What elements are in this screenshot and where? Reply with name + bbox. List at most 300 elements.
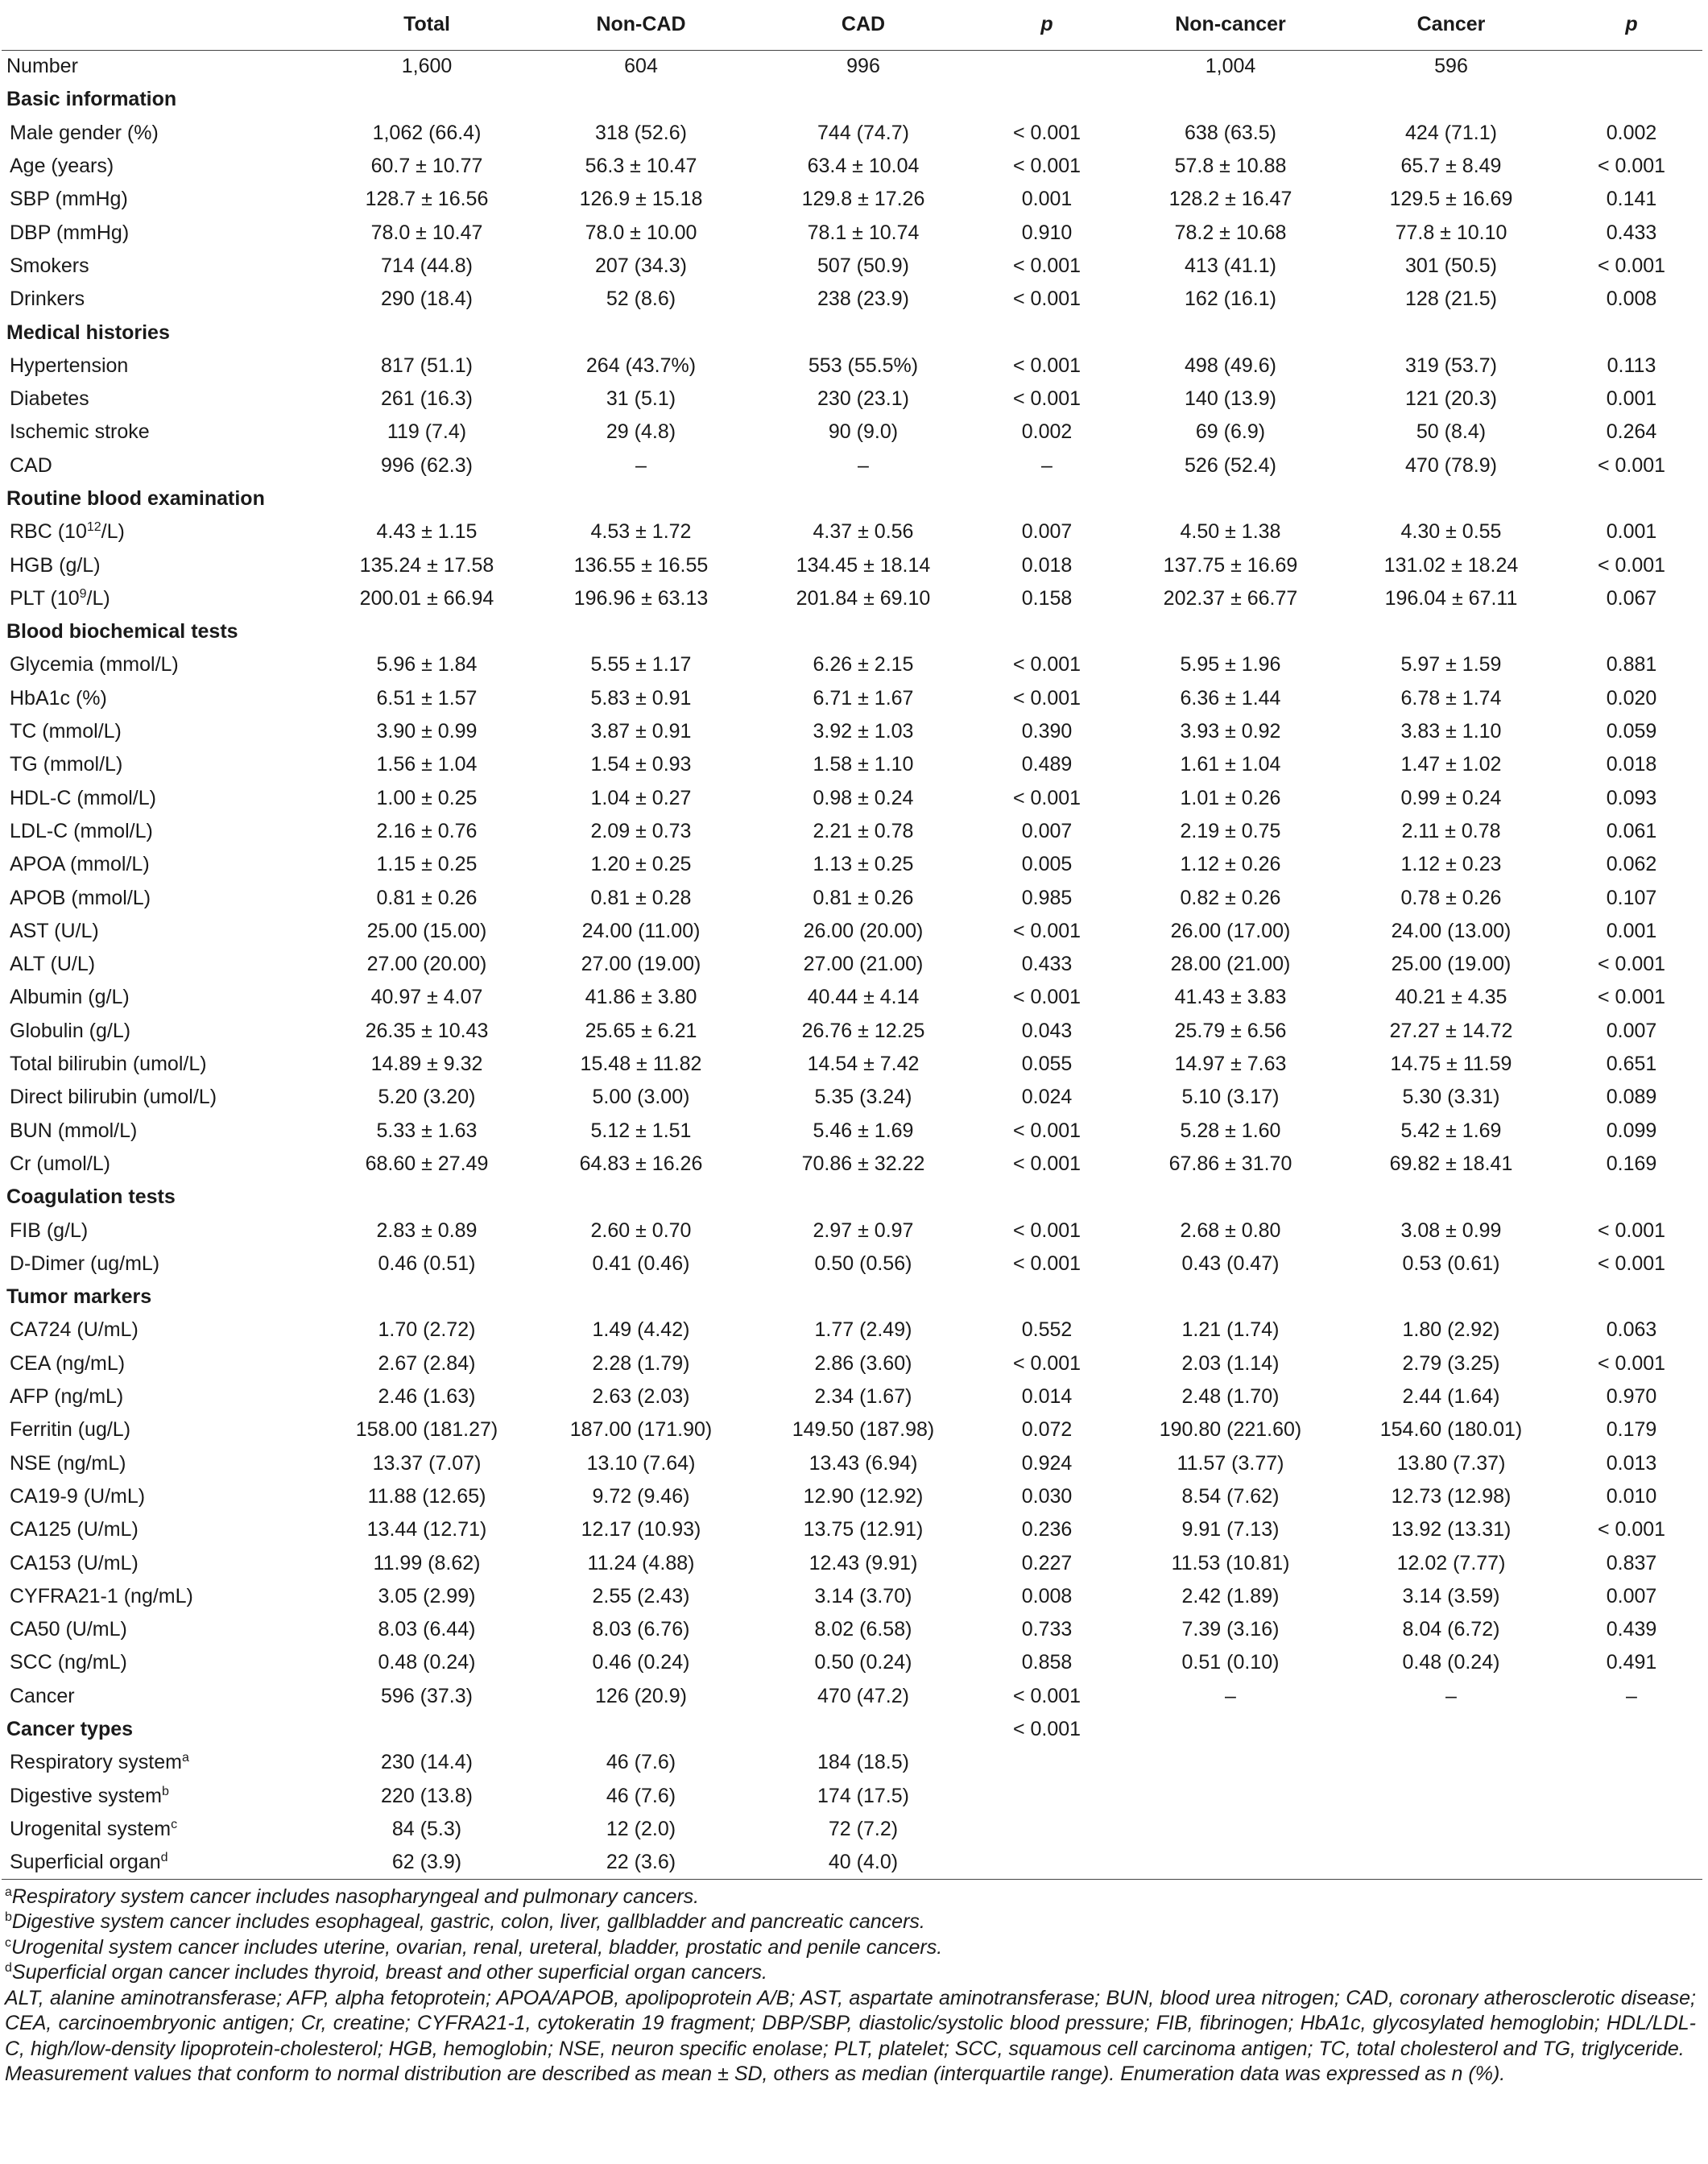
table-row	[2, 582, 1702, 615]
cell-non-cancer: 25.79 ± 6.56	[1174, 1019, 1287, 1042]
cell-p-cancer: 0.169	[1606, 1152, 1657, 1175]
cell-cancer: 3.83 ± 1.10	[1400, 720, 1502, 743]
cell-non-cancer: 6.36 ± 1.44	[1180, 686, 1281, 710]
table-row	[2, 748, 1702, 781]
cell-non-cancer: 69 (6.9)	[1195, 420, 1266, 444]
cell-cancer: 3.08 ± 0.99	[1400, 1219, 1502, 1242]
cell-non-cad: 78.0 ± 10.00	[585, 221, 697, 244]
footnote-text: Digestive system cancer includes esophageal, gastric, colon, liver, gallbladder and pancreatic cancers.	[11, 1910, 925, 1934]
cell-p-cancer: 0.007	[1606, 1019, 1657, 1042]
cell-cad	[752, 1713, 974, 1746]
table-row	[2, 1248, 1702, 1281]
row-label-text: HDL-C (mmol/L)	[10, 786, 156, 809]
section-header-row	[2, 83, 1702, 116]
table-row	[2, 1347, 1702, 1380]
cell-cad: 13.43 (6.94)	[809, 1451, 918, 1475]
cell-cancer: 5.42 ± 1.69	[1400, 1119, 1502, 1142]
section-title	[2, 83, 324, 116]
cell-non-cad: 3.87 ± 0.91	[590, 720, 692, 743]
cell-non-cad	[530, 615, 752, 648]
cell-total: 0.48 (0.24)	[378, 1651, 476, 1674]
row-label-text: APOB (mmol/L)	[10, 886, 151, 909]
cell-total: 0.46 (0.51)	[378, 1252, 476, 1275]
cell-total: 11.99 (8.62)	[373, 1551, 481, 1574]
header-p-cancer: p	[1561, 0, 1702, 50]
cell-non-cancer: 4.50 ± 1.38	[1180, 520, 1281, 544]
cell-p-cancer: 0.061	[1606, 819, 1657, 842]
cell-p-cad: 0.005	[1021, 853, 1073, 876]
cell-non-cancer: 1.21 (1.74)	[1181, 1318, 1280, 1342]
cell-cad: 3.14 (3.70)	[814, 1584, 912, 1607]
row-label-text: Basic information	[6, 88, 177, 111]
table-row	[2, 1746, 1702, 1779]
cell-p-cad: 0.072	[1021, 1418, 1073, 1442]
cell-cancer	[1342, 615, 1561, 648]
cell-non-cad: 5.12 ± 1.51	[590, 1119, 692, 1142]
row-label	[2, 1846, 324, 1879]
cell-cad: 996	[846, 55, 880, 78]
cell-p-cancer: 0.433	[1606, 221, 1657, 244]
cell-p-cad	[974, 1746, 1119, 1779]
cell-p-cancer: 0.439	[1606, 1618, 1657, 1641]
cell-p-cancer: 0.010	[1606, 1484, 1657, 1508]
row-label-text: ALT (U/L)	[10, 953, 96, 976]
row-label-text: CYFRA21-1 (ng/mL)	[10, 1584, 193, 1607]
row-label-text: CAD	[10, 453, 52, 477]
cell-total: 62 (3.9)	[324, 1846, 530, 1879]
cell-non-cancer: 11.53 (10.81)	[1171, 1551, 1290, 1574]
cell-non-cancer: 162 (16.1)	[1185, 288, 1276, 311]
row-label-unit: /L)	[101, 520, 125, 544]
row-label-text: Age (years)	[10, 155, 114, 178]
cell-p-cancer	[1561, 1813, 1702, 1846]
cell-non-cad: 187.00 (171.90)	[569, 1418, 713, 1442]
cell-non-cad: 136.55 ± 16.55	[573, 553, 709, 577]
cell-cancer: 6.78 ± 1.74	[1400, 686, 1502, 710]
cell-non-cancer: 413 (41.1)	[1185, 254, 1276, 277]
cell-p-cancer: 0.001	[1606, 919, 1657, 942]
cell-total: 158.00 (181.27)	[355, 1418, 498, 1442]
cell-cad: 8.02 (6.58)	[814, 1618, 912, 1641]
cell-p-cancer	[1561, 316, 1702, 349]
cell-non-cad: 2.28 (1.79)	[592, 1351, 690, 1375]
table-row	[2, 183, 1702, 216]
cell-non-cancer: 2.68 ± 0.80	[1180, 1219, 1281, 1242]
cell-p-cad: < 0.001	[1012, 919, 1081, 942]
cell-p-cancer: 0.837	[1606, 1551, 1657, 1574]
row-label-text: Urogenital system	[10, 1817, 172, 1840]
cell-non-cad: 318 (52.6)	[595, 121, 687, 144]
table-row	[2, 948, 1702, 981]
cell-cancer	[1342, 1181, 1561, 1214]
row-label	[2, 1746, 324, 1779]
row-label-text: Number	[6, 55, 78, 78]
cell-total	[324, 615, 530, 648]
cell-non-cad: 0.41 (0.46)	[592, 1252, 690, 1275]
cell-p-cad: 0.002	[1021, 420, 1073, 444]
cell-non-cancer	[1119, 482, 1342, 515]
cell-non-cancer	[1119, 615, 1342, 648]
cell-cancer: 13.80 (7.37)	[1396, 1451, 1506, 1475]
cell-total: 1.56 ± 1.04	[376, 753, 478, 776]
header-total: Total	[324, 0, 530, 50]
cell-cad: 129.8 ± 17.26	[801, 188, 925, 211]
cell-cancer: 25.00 (19.00)	[1391, 953, 1512, 976]
cell-p-cad: < 0.001	[1012, 653, 1081, 677]
row-label-text: CA19-9 (U/mL)	[10, 1484, 146, 1508]
row-label	[2, 1779, 324, 1812]
row-label	[2, 283, 324, 316]
row-label-superscript: 12	[86, 520, 101, 535]
cell-non-cancer: 8.54 (7.62)	[1181, 1484, 1280, 1508]
row-label	[2, 1580, 324, 1613]
cell-non-cancer: 1,004	[1205, 55, 1256, 78]
cell-total: 1.15 ± 0.25	[376, 853, 478, 876]
cell-p-cancer: 0.881	[1606, 653, 1657, 677]
table-row	[2, 1779, 1702, 1812]
table-row	[2, 782, 1702, 815]
cell-non-cad: 1.20 ± 0.25	[590, 853, 692, 876]
cell-non-cancer: 67.86 ± 31.70	[1168, 1152, 1292, 1175]
cell-cancer: 40.21 ± 4.35	[1395, 986, 1507, 1009]
cell-cad: 26.00 (20.00)	[803, 919, 924, 942]
cell-non-cad	[530, 1281, 752, 1314]
cell-total	[324, 1281, 530, 1314]
cell-non-cancer: 128.2 ± 16.47	[1168, 188, 1292, 211]
cell-non-cad: 15.48 ± 11.82	[580, 1053, 702, 1076]
table-row	[2, 117, 1702, 150]
cell-p-cancer: < 0.001	[1597, 1351, 1666, 1375]
cell-total: 13.37 (7.07)	[372, 1451, 482, 1475]
cell-cad: –	[858, 453, 869, 477]
table-row	[2, 1446, 1702, 1479]
table-row	[2, 1680, 1702, 1713]
table-body	[2, 50, 1702, 1879]
cell-p-cancer: 0.002	[1606, 121, 1657, 144]
footnote-text: Respiratory system cancer includes nasopharyngeal and pulmonary cancers.	[11, 1885, 700, 1908]
cell-cancer	[1342, 1779, 1561, 1812]
row-label-text: Cancer	[10, 1684, 75, 1707]
section-title	[2, 615, 324, 648]
cell-total: 200.01 ± 66.94	[359, 586, 494, 610]
cell-non-cancer: 0.82 ± 0.26	[1180, 886, 1281, 909]
cell-cad: 26.76 ± 12.25	[801, 1019, 925, 1042]
table-row	[2, 449, 1702, 482]
row-label	[2, 1380, 324, 1413]
cell-cancer: 27.27 ± 14.72	[1389, 1019, 1513, 1042]
cell-total: 128.7 ± 16.56	[365, 188, 489, 211]
cell-non-cancer: 78.2 ± 10.68	[1174, 221, 1287, 244]
row-label	[2, 1115, 324, 1148]
cell-total: 996 (62.3)	[381, 453, 473, 477]
cell-p-cancer	[1561, 1746, 1702, 1779]
cell-p-cad: < 0.001	[1012, 1717, 1081, 1740]
cell-p-cad: 0.001	[1021, 188, 1073, 211]
cell-cad	[752, 615, 974, 648]
cell-p-cancer: < 0.001	[1597, 986, 1666, 1009]
cell-p-cancer	[1561, 615, 1702, 648]
cell-non-cad	[530, 83, 752, 116]
cell-p-cancer: 0.062	[1606, 853, 1657, 876]
cell-cad: 5.46 ± 1.69	[813, 1119, 914, 1142]
cell-p-cancer: 0.020	[1606, 686, 1657, 710]
section-title	[2, 1713, 324, 1746]
table-row	[2, 915, 1702, 948]
footnote-mark: d	[5, 1961, 12, 1976]
cell-p-cad: < 0.001	[1012, 1351, 1081, 1375]
cell-non-cad: 56.3 ± 10.47	[585, 155, 697, 178]
row-label	[2, 1813, 324, 1846]
cell-non-cad: 11.24 (4.88)	[587, 1551, 695, 1574]
cell-non-cad: 24.00 (11.00)	[581, 919, 701, 942]
table-row	[2, 416, 1702, 449]
section-header-row	[2, 1181, 1702, 1214]
header-non-cad: Non-CAD	[530, 0, 752, 50]
cell-cad: 90 (9.0)	[828, 420, 899, 444]
cell-non-cancer: 2.48 (1.70)	[1181, 1385, 1280, 1409]
cell-non-cancer	[1119, 83, 1342, 116]
table-row	[2, 881, 1702, 914]
table-row	[2, 150, 1702, 183]
cell-non-cad: 1.49 (4.42)	[592, 1318, 690, 1342]
cell-cad: 13.75 (12.91)	[803, 1518, 924, 1541]
cell-cancer	[1342, 1281, 1561, 1314]
row-label	[2, 1480, 324, 1513]
row-label	[2, 216, 324, 249]
cell-p-cancer	[1561, 1281, 1702, 1314]
cell-cancer: 2.79 (3.25)	[1402, 1351, 1500, 1375]
cell-non-cancer: 0.43 (0.47)	[1181, 1252, 1280, 1275]
row-label-text: Glycemia (mmol/L)	[10, 653, 179, 677]
row-label-text: HbA1c (%)	[10, 686, 107, 710]
cell-cancer: 12.73 (12.98)	[1391, 1484, 1512, 1508]
cell-non-cad: 604	[624, 55, 658, 78]
cell-non-cad: 2.09 ± 0.73	[590, 819, 692, 842]
cell-p-cancer	[1561, 1181, 1702, 1214]
cell-non-cad: 52 (8.6)	[606, 288, 676, 311]
cell-p-cad: 0.390	[1021, 720, 1073, 743]
row-label-text: CA153 (U/mL)	[10, 1551, 139, 1574]
cell-p-cancer	[1561, 1713, 1702, 1746]
row-label	[2, 1015, 324, 1048]
cell-p-cad: < 0.001	[1012, 155, 1081, 178]
cell-p-cancer: 0.013	[1606, 1451, 1657, 1475]
row-label-text: AFP (ng/mL)	[10, 1385, 124, 1409]
table-row	[2, 1015, 1702, 1048]
cell-cad: 134.45 ± 18.14	[796, 553, 931, 577]
row-label	[2, 1646, 324, 1679]
cell-non-cad: 264 (43.7%)	[585, 354, 697, 377]
cell-cancer: 196.04 ± 67.11	[1384, 586, 1518, 610]
cell-p-cad: < 0.001	[1012, 1684, 1081, 1707]
cell-p-cancer: 0.141	[1606, 188, 1657, 211]
cell-cad: 12.90 (12.92)	[803, 1484, 924, 1508]
cell-non-cancer: 526 (52.4)	[1185, 453, 1276, 477]
cell-p-cad: 0.158	[1021, 586, 1073, 610]
table-row	[2, 1380, 1702, 1413]
cell-p-cad: 0.018	[1021, 553, 1073, 577]
cell-p-cancer: –	[1626, 1684, 1637, 1707]
cell-total: 4.43 ± 1.15	[376, 520, 478, 544]
cell-p-cancer: 0.970	[1606, 1385, 1657, 1409]
cell-p-cancer: 0.067	[1606, 586, 1657, 610]
cell-cad: 184 (18.5)	[817, 1751, 909, 1774]
cell-cad: 553 (55.5%)	[808, 354, 919, 377]
row-label-text: PLT (10	[10, 586, 80, 610]
cell-non-cancer: 5.95 ± 1.96	[1180, 653, 1281, 677]
section-header-row	[2, 615, 1702, 648]
cell-cad: 6.26 ± 2.15	[813, 653, 914, 677]
cell-non-cad	[530, 1713, 752, 1746]
cell-non-cancer	[1119, 1746, 1342, 1779]
cell-p-cad: 0.489	[1021, 753, 1073, 776]
cell-p-cad: 0.858	[1021, 1651, 1073, 1674]
cell-cancer: 154.60 (180.01)	[1379, 1418, 1523, 1442]
row-label-text: Smokers	[10, 254, 89, 277]
row-label	[2, 1613, 324, 1646]
table-row	[2, 216, 1702, 249]
cell-non-cad: 2.60 ± 0.70	[590, 1219, 692, 1242]
cell-cad: 201.84 ± 69.10	[796, 586, 931, 610]
cell-total: 26.35 ± 10.43	[365, 1019, 489, 1042]
cell-non-cad: 2.55 (2.43)	[592, 1584, 690, 1607]
row-label	[2, 815, 324, 848]
cell-cancer: 4.30 ± 0.55	[1400, 520, 1502, 544]
cell-total: 0.81 ± 0.26	[376, 886, 478, 909]
cell-cancer: 5.97 ± 1.59	[1400, 653, 1502, 677]
cell-p-cancer	[1561, 1846, 1702, 1879]
cell-total: 5.96 ± 1.84	[376, 653, 478, 677]
cell-non-cad: 9.72 (9.46)	[592, 1484, 690, 1508]
cell-cad: 78.1 ± 10.74	[807, 221, 920, 244]
cell-p-cancer: 0.063	[1606, 1318, 1657, 1342]
cell-p-cad: < 0.001	[1012, 986, 1081, 1009]
cell-total: 230 (14.4)	[381, 1751, 473, 1774]
cell-cad	[752, 316, 974, 349]
cell-cad: 1.77 (2.49)	[814, 1318, 912, 1342]
cell-p-cad: < 0.001	[1012, 1152, 1081, 1175]
table-row	[2, 1413, 1702, 1446]
cell-p-cancer: 0.089	[1606, 1086, 1657, 1109]
cell-non-cancer: 1.61 ± 1.04	[1180, 753, 1281, 776]
cell-p-cancer: 0.093	[1606, 786, 1657, 809]
table-row	[2, 50, 1702, 83]
cell-p-cancer: 0.008	[1606, 288, 1657, 311]
row-label-text: Hypertension	[10, 354, 129, 377]
cell-p-cad: 0.227	[1021, 1551, 1073, 1574]
row-label-text: Respiratory system	[10, 1751, 182, 1774]
cell-cad: 40.44 ± 4.14	[807, 986, 920, 1009]
table-notes	[5, 1885, 1696, 2087]
cell-total: 5.33 ± 1.63	[376, 1119, 478, 1142]
cell-cad: 14.54 ± 7.42	[807, 1053, 920, 1076]
cell-non-cad: 207 (34.3)	[595, 254, 687, 277]
row-label-text: TG (mmol/L)	[10, 753, 123, 776]
cell-non-cancer: 140 (13.9)	[1185, 387, 1276, 411]
row-label-text: FIB (g/L)	[10, 1219, 89, 1242]
cell-cad: 72 (7.2)	[828, 1817, 899, 1840]
cell-non-cancer: –	[1225, 1684, 1236, 1707]
cell-non-cad	[530, 482, 752, 515]
row-label	[2, 150, 324, 183]
row-label-text: Direct bilirubin (umol/L)	[10, 1086, 217, 1109]
cell-cancer: 319 (53.7)	[1405, 354, 1497, 377]
table-row	[2, 515, 1702, 548]
cell-p-cancer: 0.651	[1606, 1053, 1657, 1076]
section-header-row	[2, 1713, 1702, 1746]
cell-non-cancer: 137.75 ± 16.69	[1163, 553, 1298, 577]
cell-p-cancer: < 0.001	[1597, 155, 1666, 178]
cell-cancer	[1342, 1746, 1561, 1779]
cell-cancer	[1342, 482, 1561, 515]
cell-p-cancer	[1561, 50, 1702, 83]
cell-non-cad: 13.10 (7.64)	[586, 1451, 696, 1475]
cell-cancer: 12.02 (7.77)	[1396, 1551, 1506, 1574]
cell-p-cad: –	[1041, 453, 1053, 477]
cell-non-cad: 1.04 ± 0.27	[590, 786, 692, 809]
cell-total: 290 (18.4)	[381, 288, 473, 311]
row-label	[2, 548, 324, 581]
cell-cancer: 596	[1434, 55, 1468, 78]
cell-non-cad: 22 (3.6)	[530, 1846, 752, 1879]
cell-total: 135.24 ± 17.58	[359, 553, 494, 577]
header-cad: CAD	[752, 0, 974, 50]
row-label	[2, 50, 324, 83]
cell-non-cad: 126 (20.9)	[595, 1684, 687, 1707]
cell-non-cad: 8.03 (6.76)	[592, 1618, 690, 1641]
cell-total: 78.0 ± 10.47	[370, 221, 483, 244]
table-row	[2, 1613, 1702, 1646]
cell-p-cad: 0.924	[1021, 1451, 1073, 1475]
row-label	[2, 1148, 324, 1181]
table-row	[2, 1115, 1702, 1148]
cell-cad: 2.34 (1.67)	[814, 1385, 912, 1409]
row-label-text: RBC (10	[10, 520, 87, 544]
cell-p-cancer	[1561, 83, 1702, 116]
row-label-text: CEA (ng/mL)	[10, 1351, 126, 1375]
cell-p-cancer: 0.099	[1606, 1119, 1657, 1142]
cell-total: 25.00 (15.00)	[366, 919, 487, 942]
cell-cad: 174 (17.5)	[817, 1784, 909, 1807]
row-label	[2, 1048, 324, 1081]
row-label	[2, 383, 324, 416]
cell-p-cancer: 0.059	[1606, 720, 1657, 743]
cell-non-cad: 126.9 ± 15.18	[579, 188, 703, 211]
cell-total	[324, 83, 530, 116]
cell-non-cad: 12.17 (10.93)	[581, 1518, 701, 1541]
cell-non-cancer	[1119, 1181, 1342, 1214]
row-label	[2, 1413, 324, 1446]
cell-cancer	[1342, 83, 1561, 116]
cell-cad: 744 (74.7)	[817, 121, 909, 144]
cell-p-cad	[974, 615, 1119, 648]
cell-non-cancer: 190.80 (221.60)	[1159, 1418, 1302, 1442]
cell-p-cad: 0.236	[1021, 1518, 1073, 1541]
cell-non-cancer: 11.57 (3.77)	[1177, 1451, 1284, 1475]
row-label	[2, 782, 324, 815]
cell-non-cancer: 2.42 (1.89)	[1181, 1584, 1280, 1607]
cell-cancer: 14.75 ± 11.59	[1390, 1053, 1512, 1076]
cell-cancer: 1.47 ± 1.02	[1400, 753, 1502, 776]
cell-p-cad: 0.733	[1021, 1618, 1073, 1641]
row-label-text: Drinkers	[10, 288, 85, 311]
cell-non-cad: 5.00 (3.00)	[592, 1086, 690, 1109]
cell-non-cancer: 5.28 ± 1.60	[1180, 1119, 1281, 1142]
cell-cancer: 424 (71.1)	[1405, 121, 1497, 144]
cell-cad: 2.86 (3.60)	[814, 1351, 912, 1375]
cell-non-cancer: 3.93 ± 0.92	[1180, 720, 1281, 743]
cell-p-cad	[974, 1846, 1119, 1879]
